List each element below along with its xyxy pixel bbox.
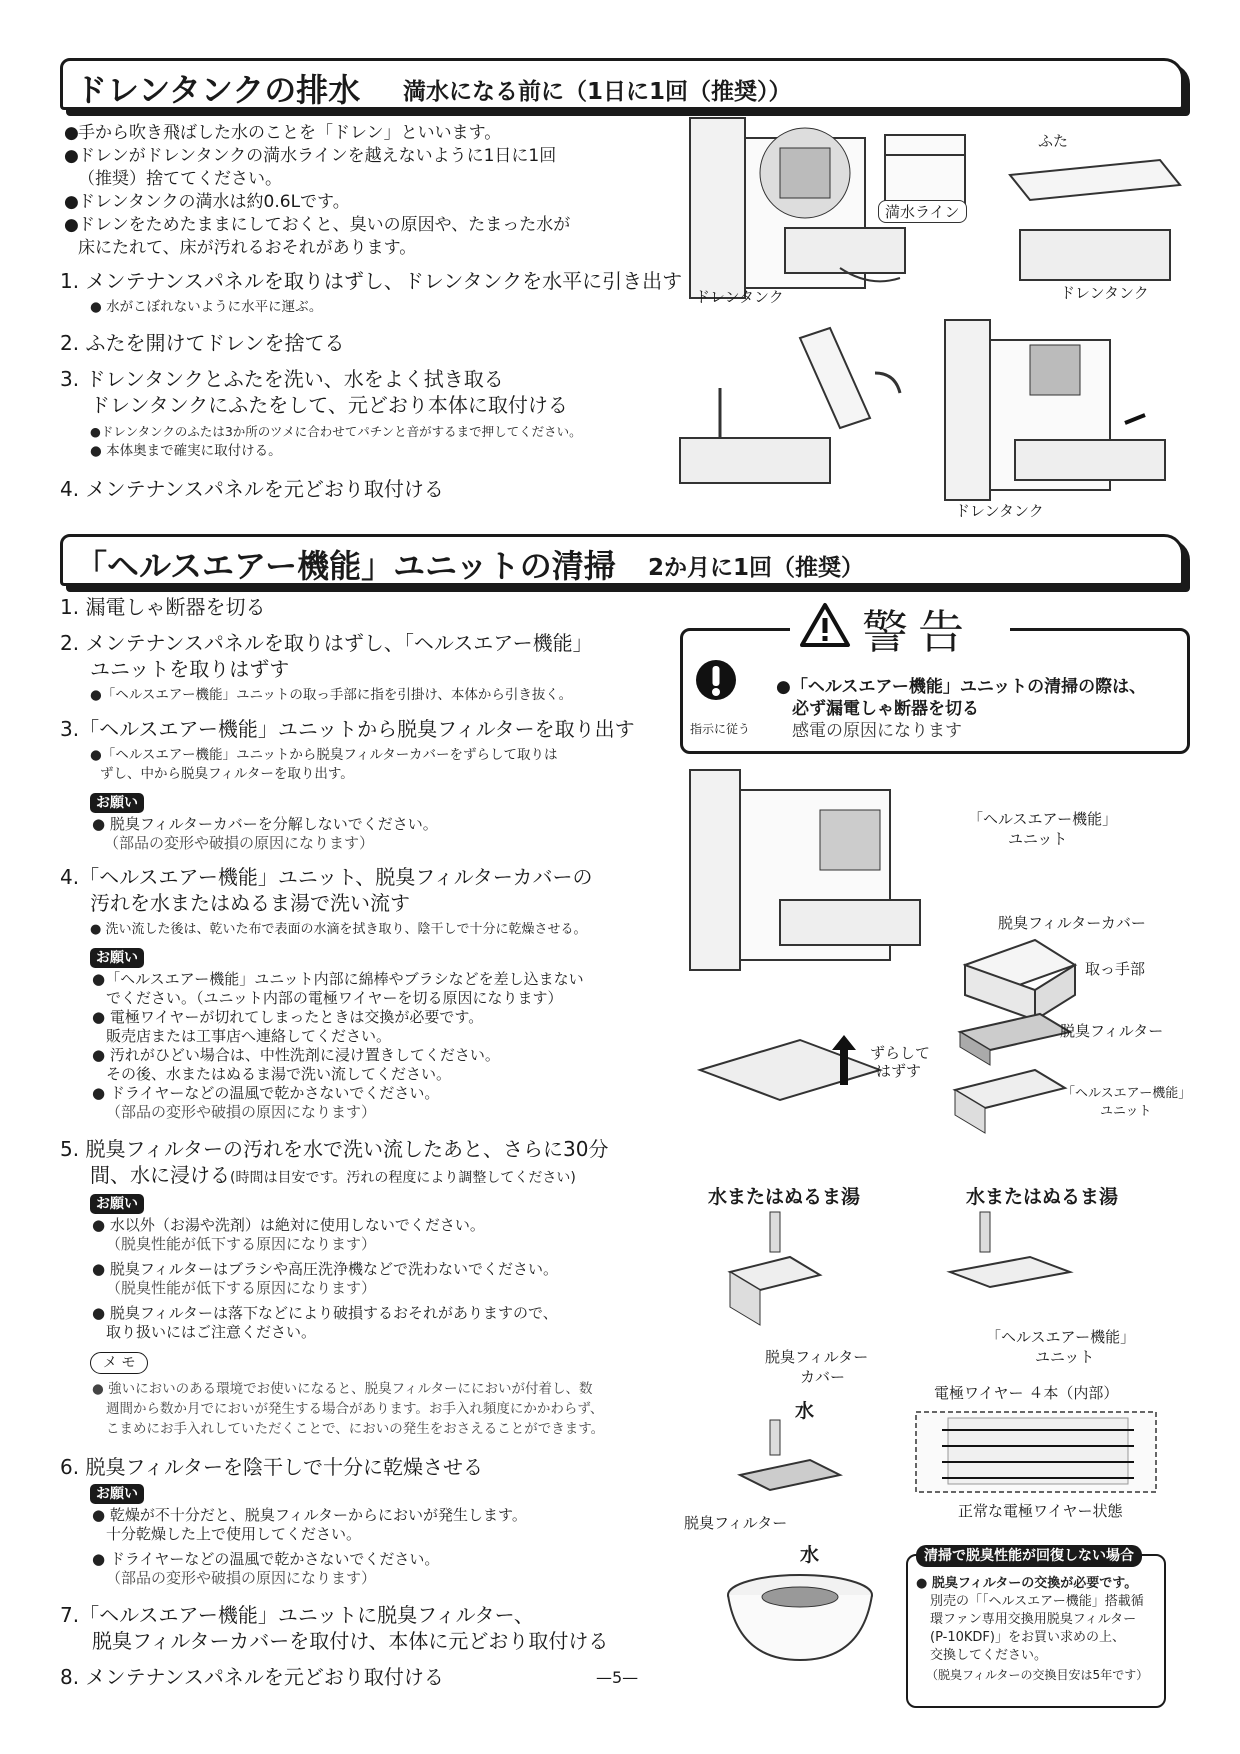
exclamation-icon bbox=[694, 658, 738, 708]
s1-bullet-3: ●ドレンタンクの満水は約0.6Lです。 bbox=[64, 192, 350, 212]
warning-triangle-icon bbox=[800, 602, 850, 648]
s1-bullet-1: ●手から吹き飛ばした水のことを「ドレン」といいます。 bbox=[64, 123, 502, 143]
wash-cover-figure bbox=[710, 1212, 850, 1342]
page-number: —5— bbox=[596, 1668, 639, 1687]
s1-step-1: 1. メンテナンスパネルを取りはずし、ドレンタンクを水平に引き出す bbox=[60, 269, 683, 293]
label-mansui-line: 満水ライン bbox=[878, 200, 967, 223]
n6-4: （部品の変形や破損の原因になります） bbox=[106, 1569, 377, 1587]
n6-2: 十分乾燥した上で使用してください。 bbox=[106, 1525, 362, 1543]
s1-bullet-4b: 床にたれて、床が汚れるおそれがあります。 bbox=[78, 238, 417, 258]
n4-2: でください。（ユニット内部の電極ワイヤーを切る原因になります） bbox=[106, 989, 563, 1007]
s2-step-6: 6. 脱臭フィルターを陰干しで十分に乾燥させる bbox=[60, 1455, 484, 1479]
unit-removal-figure bbox=[690, 770, 950, 980]
label-unit-b: 「ヘルスエアー機能」 bbox=[1062, 1086, 1192, 1101]
onegai-label-6: お願い bbox=[90, 1484, 144, 1504]
label-futa: ふた bbox=[1038, 132, 1069, 150]
replace-l6: （脱臭フィルターの交換目安は5年です） bbox=[926, 1668, 1149, 1682]
n4-5: ● 汚れがひどい場合は、中性洗剤に浸け置きしてください。 bbox=[92, 1046, 500, 1064]
n4-3: ● 電極ワイヤーが切れてしまったときは交換が必要です。 bbox=[92, 1008, 484, 1026]
s2-step-8: 8. メンテナンスパネルを元どおり取付ける bbox=[60, 1665, 444, 1689]
memo-1: ● 強いにおいのある環境でお使いになると、脱臭フィルターににおいが付着し、数 bbox=[92, 1381, 593, 1397]
label-drain-tank-b: ドレンタンク bbox=[1060, 284, 1149, 302]
n6-1: ● 乾燥が不十分だと、脱臭フィルターからにおいが発生します。 bbox=[92, 1506, 527, 1524]
unit-frame-figure bbox=[950, 1065, 1070, 1145]
s1-step-3a: 3. ドレンタンクとふたを洗い、水をよく拭き取る bbox=[60, 367, 504, 391]
caption-mizu-1: 水 bbox=[795, 1400, 815, 1422]
label-handle: 取っ手部 bbox=[1085, 960, 1146, 978]
section2-header bbox=[60, 534, 1184, 586]
s1-step-2: 2. ふたを開けてドレンを捨てる bbox=[60, 331, 345, 355]
n4-7: ● ドライヤーなどの温風で乾かさないでください。 bbox=[92, 1084, 440, 1102]
memo-3: こまめにお手入れしていただくことで、においの発生をおさえることができます。 bbox=[106, 1421, 605, 1437]
memo-label: メ モ bbox=[90, 1352, 148, 1374]
n5-1: ● 水以外（お湯や洗剤）は絶対に使用しないでください。 bbox=[92, 1216, 485, 1234]
filter-part-figure bbox=[955, 1010, 1075, 1070]
label-cover-l2: カバー bbox=[800, 1368, 846, 1386]
s1-step-1-sub: ● 水がこぼれないように水平に運ぶ。 bbox=[90, 299, 323, 315]
warning-line-3: 感電の原因になります bbox=[792, 721, 962, 741]
label-wire-ok: 正常な電極ワイヤー状態 bbox=[958, 1502, 1123, 1520]
n5-5: ● 脱臭フィルターは落下などにより破損するおそれがありますので、 bbox=[92, 1304, 558, 1322]
label-unit-b2: ユニット bbox=[1100, 1104, 1152, 1119]
s2-step-5b: 間、水に浸ける(時間は目安です。汚れの程度により調整してください) bbox=[90, 1163, 576, 1187]
caption-mizu-2: 水 bbox=[800, 1544, 820, 1566]
wash-tank-figure bbox=[680, 318, 930, 508]
icon-caption: 指示に従う bbox=[690, 722, 751, 736]
drain-tank-figure-2 bbox=[1000, 130, 1190, 290]
replace-l1: ● 脱臭フィルターの交換が必要です。 bbox=[916, 1576, 1138, 1591]
label-slide-1: ずらして bbox=[870, 1044, 931, 1062]
memo-2: 週間から数か月でにおいが発生する場合があります。お手入れ頻度にかかわらず、 bbox=[106, 1401, 604, 1417]
onegai-label-3: お願い bbox=[90, 793, 144, 813]
label-unit-c: 「ヘルスエアー機能」 bbox=[986, 1328, 1136, 1346]
n4-1: ●「ヘルスエアー機能」ユニット内部に綿棒やブラシなどを差し込まない bbox=[92, 970, 584, 988]
s2-step-2b: ユニットを取りはずす bbox=[90, 657, 290, 681]
s2-step-2-sub: ●「ヘルスエアー機能」ユニットの取っ手部に指を引掛け、本体から引き抜く。 bbox=[90, 687, 573, 703]
warning-title: 警告 bbox=[790, 596, 1010, 656]
warning-line-2: 必ず漏電しゃ断器を切る bbox=[792, 699, 979, 719]
s1-bullet-2b: （推奨）捨ててください。 bbox=[78, 169, 282, 189]
label-unit-a2: ユニット bbox=[1008, 830, 1068, 848]
label-cover: 脱臭フィルターカバー bbox=[998, 914, 1146, 932]
s2-step-1: 1. 漏電しゃ断器を切る bbox=[60, 595, 266, 619]
warning-line-1: ●「ヘルスエアー機能」ユニットの清掃の際は、 bbox=[776, 677, 1147, 697]
n5-4: （脱臭性能が低下する原因になります） bbox=[106, 1279, 377, 1297]
replace-l5: 交換してください。 bbox=[930, 1648, 1048, 1663]
n5-2: （脱臭性能が低下する原因になります） bbox=[106, 1235, 377, 1253]
n4-6: その後、水またはぬるま湯で洗い流してください。 bbox=[106, 1065, 452, 1083]
section2-subtitle: 2か月に1回（推奨） bbox=[648, 555, 865, 581]
label-drain-tank-a: ドレンタンク bbox=[695, 288, 784, 306]
label-slide-2: はずす bbox=[876, 1062, 922, 1080]
wire-diagram-figure bbox=[912, 1408, 1162, 1498]
section1-subtitle: 満水になる前に（1日に1回（推奨）） bbox=[403, 79, 792, 105]
n4-8: （部品の変形や破損の原因になります） bbox=[106, 1103, 377, 1121]
slide-cover-figure bbox=[690, 1030, 890, 1140]
replace-l4: (P-10KDF)」をお買い求めの上、 bbox=[930, 1630, 1125, 1645]
s1-step-3-sub2: ● 本体奥まで確実に取付ける。 bbox=[90, 443, 282, 459]
s2-step-4a: 4.「ヘルスエアー機能」ユニット、脱臭フィルターカバーの bbox=[60, 865, 593, 889]
label-cover-l1: 脱臭フィルター bbox=[765, 1348, 869, 1366]
n3-2: （部品の変形や破損の原因になります） bbox=[104, 834, 375, 852]
section2-title: 「ヘルスエアー機能」ユニットの清掃 bbox=[75, 547, 616, 585]
s2-step-7b: 脱臭フィルターカバーを取付け、本体に元どおり取付ける bbox=[92, 1629, 609, 1653]
label-filter-l: 脱臭フィルター bbox=[684, 1514, 788, 1532]
replace-l2: 別売の「「ヘルスエアー機能」搭載循 bbox=[930, 1594, 1144, 1609]
s2-step-3: 3.「ヘルスエアー機能」ユニットから脱臭フィルターを取り出す bbox=[60, 717, 635, 741]
label-wire-title: 電極ワイヤー ４本（内部） bbox=[934, 1384, 1119, 1402]
s1-step-3-sub1: ●ドレンタンクのふたは3か所のツメに合わせてパチンと音がするまで押してください。 bbox=[90, 424, 582, 439]
s2-step-3-sub2: ずし、中から脱臭フィルターを取り出す。 bbox=[100, 766, 354, 782]
label-drain-tank-c: ドレンタンク bbox=[955, 502, 1044, 520]
onegai-label-4: お願い bbox=[90, 948, 144, 968]
label-filter: 脱臭フィルター bbox=[1060, 1022, 1164, 1040]
label-unit-a: 「ヘルスエアー機能」 bbox=[968, 810, 1118, 828]
caption-water-a: 水またはぬるま湯 bbox=[708, 1186, 861, 1208]
s2-step-4b: 汚れを水またはぬるま湯で洗い流す bbox=[90, 891, 410, 915]
caption-water-b: 水またはぬるま湯 bbox=[966, 1186, 1119, 1208]
s2-step-2a: 2. メンテナンスパネルを取りはずし、「ヘルスエアー機能」 bbox=[60, 631, 593, 655]
replace-l3: 環ファン専用交換用脱臭フィルター bbox=[930, 1612, 1137, 1627]
s2-step-5a: 5. 脱臭フィルターの汚れを水で洗い流したあと、さらに30分 bbox=[60, 1137, 609, 1161]
s1-step-4: 4. メンテナンスパネルを元どおり取付ける bbox=[60, 477, 444, 501]
label-unit-c2: ユニット bbox=[1035, 1348, 1095, 1366]
n3-1: ● 脱臭フィルターカバーを分解しないでください。 bbox=[92, 815, 438, 833]
section1-header bbox=[60, 58, 1184, 110]
n5-6: 取り扱いにはご注意ください。 bbox=[106, 1323, 317, 1341]
n5-3: ● 脱臭フィルターはブラシや高圧洗浄機などで洗わないでください。 bbox=[92, 1260, 559, 1278]
s1-bullet-4: ●ドレンをためたままにしておくと、臭いの原因や、たまった水が bbox=[64, 215, 571, 235]
soak-bowl-figure bbox=[720, 1570, 880, 1670]
n6-3: ● ドライヤーなどの温風で乾かさないでください。 bbox=[92, 1550, 440, 1568]
n4-4: 販売店または工事店へ連絡してください。 bbox=[106, 1027, 392, 1045]
wash-unit-figure bbox=[940, 1212, 1090, 1332]
s1-bullet-2: ●ドレンがドレンタンクの満水ラインを越えないように1日に1回 bbox=[64, 146, 557, 166]
s2-step-7a: 7.「ヘルスエアー機能」ユニットに脱臭フィルター、 bbox=[60, 1603, 534, 1627]
s2-step-4-sub: ● 洗い流した後は、乾いた布で表面の水滴を拭き取り、陰干しで十分に乾燥させる。 bbox=[90, 922, 587, 937]
s1-step-3b: ドレンタンクにふたをして、元どおり本体に取付ける bbox=[90, 393, 568, 417]
onegai-label-5: お願い bbox=[90, 1194, 144, 1214]
replace-box-title: 清掃で脱臭性能が回復しない場合 bbox=[916, 1545, 1142, 1567]
s2-step-3-sub1: ●「ヘルスエアー機能」ユニットから脱臭フィルターカバーをずらして取りは bbox=[90, 747, 558, 763]
rinse-filter-figure bbox=[730, 1420, 880, 1520]
section1-title: ドレンタンクの排水 bbox=[75, 71, 361, 109]
reinstall-tank-figure bbox=[945, 320, 1185, 510]
